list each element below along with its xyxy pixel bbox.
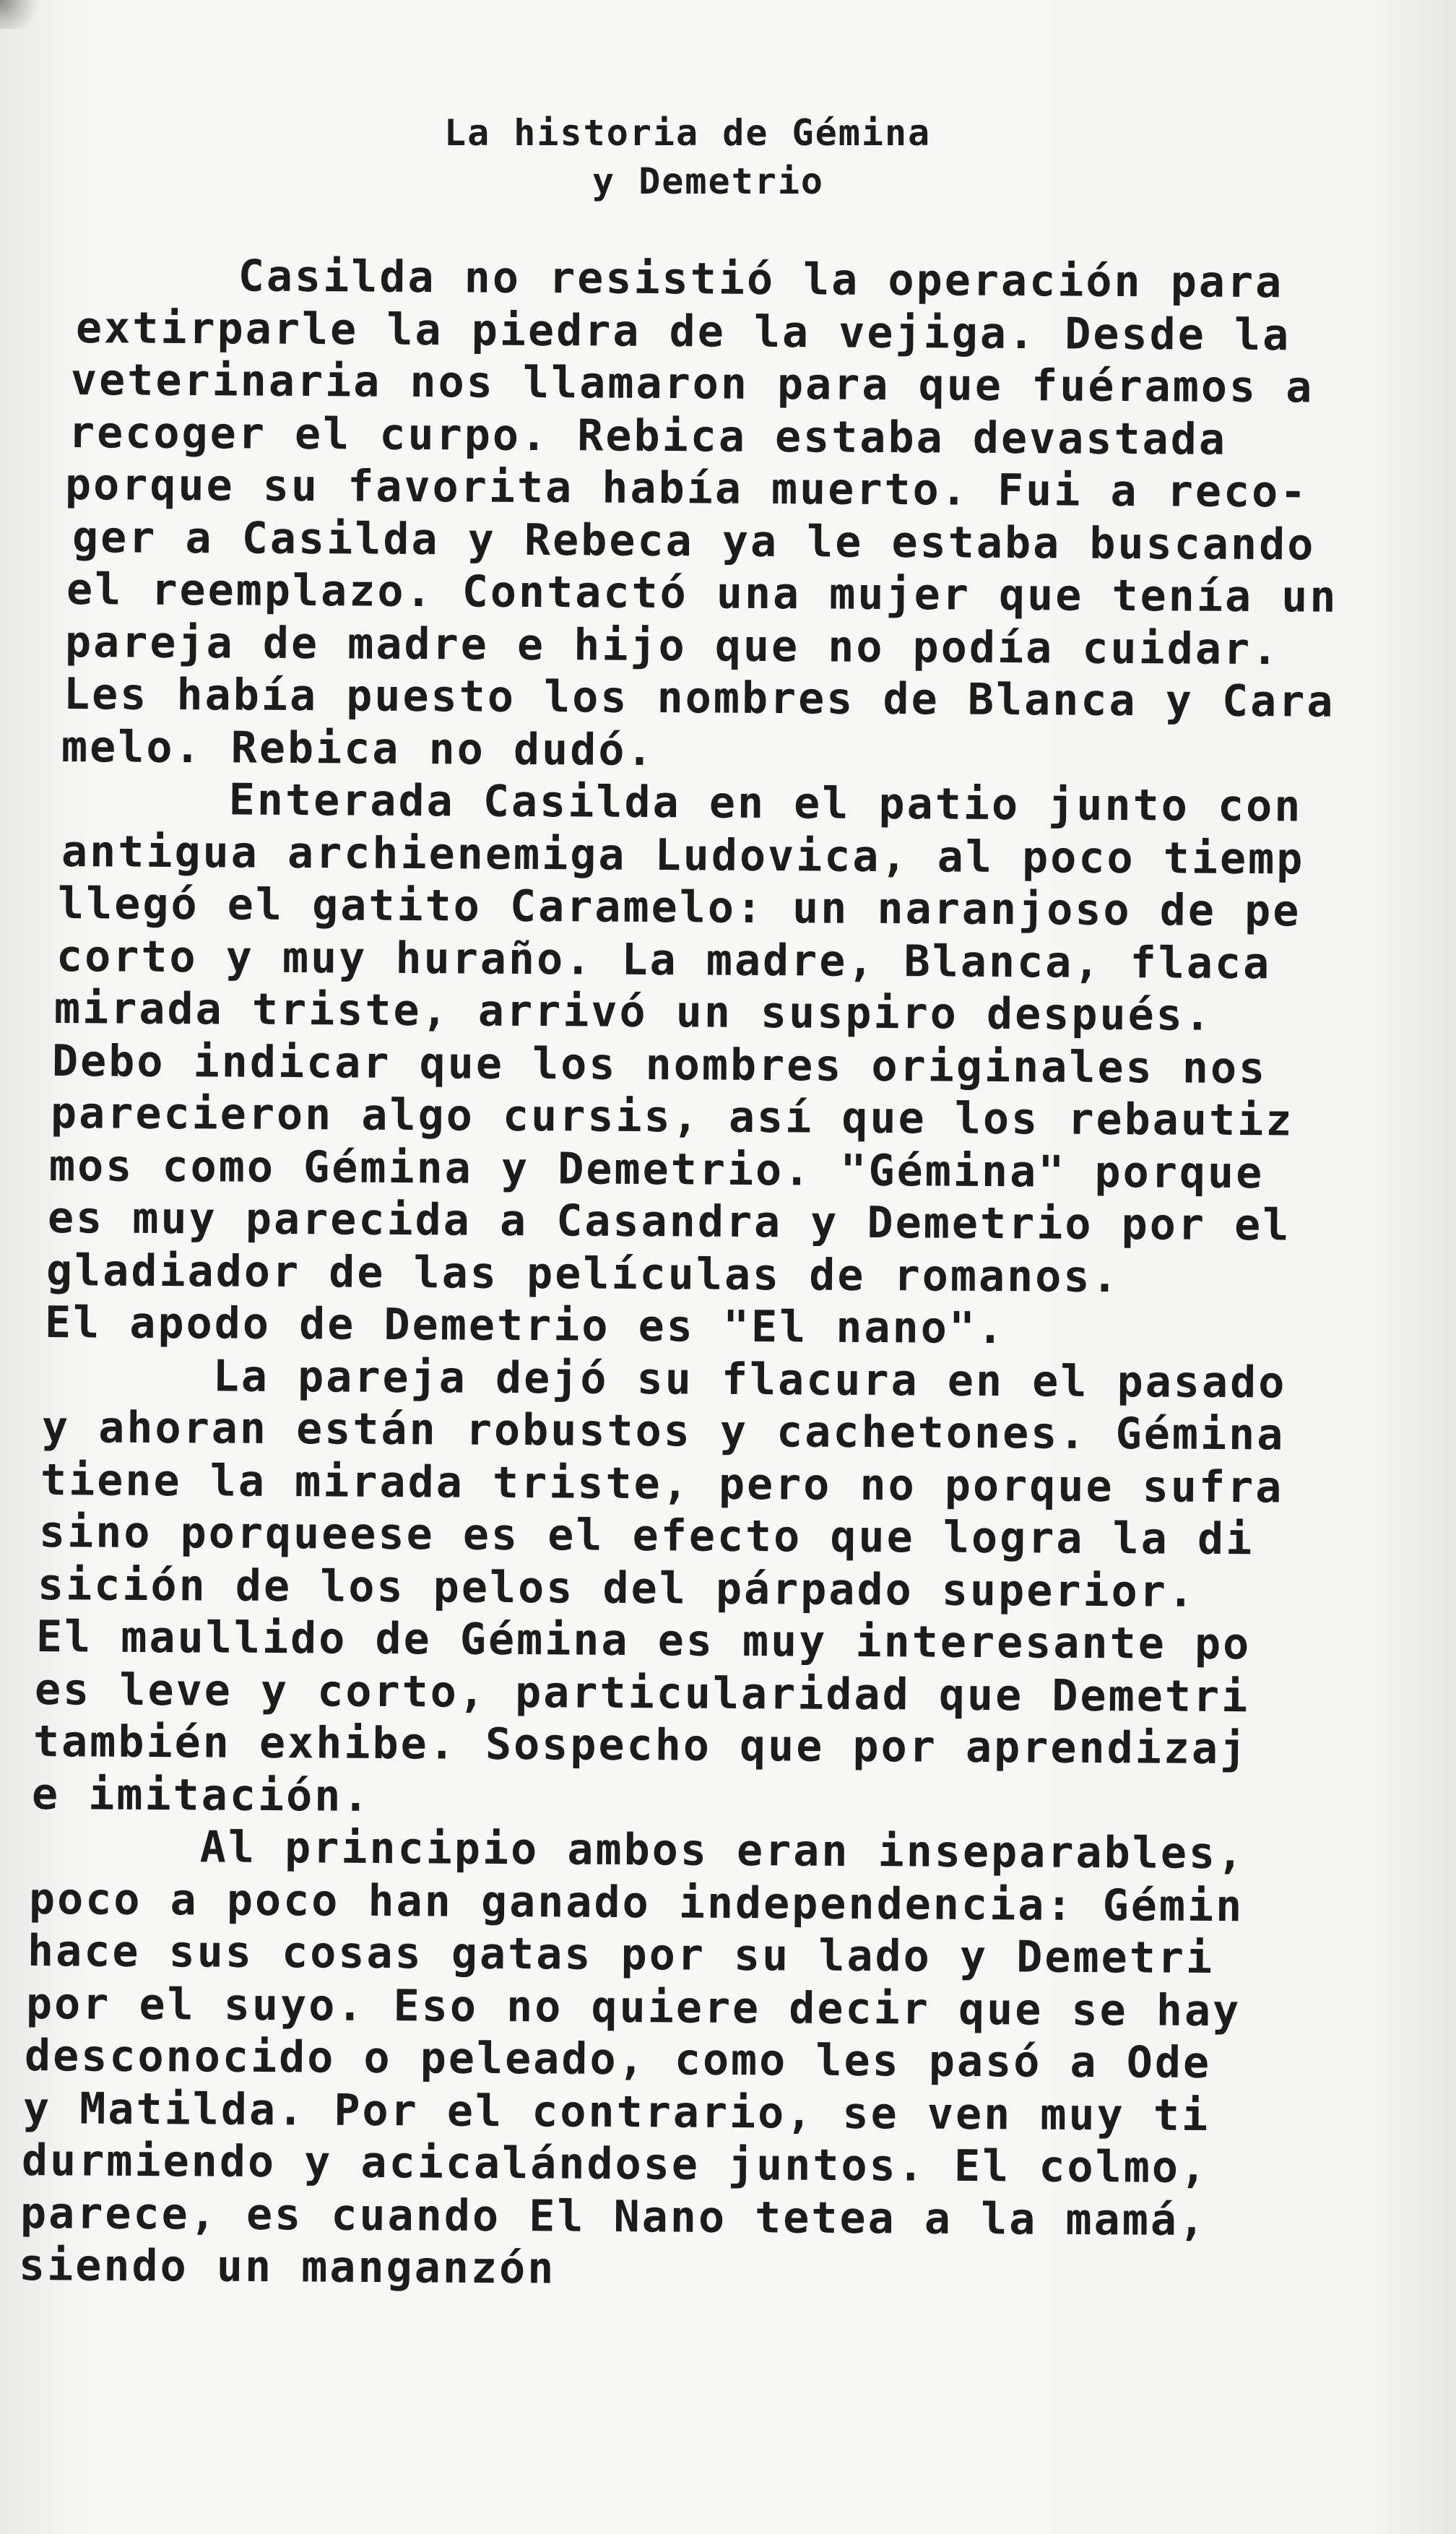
body-line: mos como Gémina y Demetrio. "Gémina" porque (48, 1140, 1265, 1198)
body-line: y Matilda. Por el contrario, se ven muy ti (22, 2083, 1210, 2141)
body-line: el reemplazo. Contactó una mujer que tenía un (66, 564, 1338, 623)
body-line: también exhibe. Sospecho que por aprendizaj (32, 1716, 1249, 1775)
body-line: Al principio ambos eran inseparables, (30, 1821, 1246, 1880)
body-line: antigua archienemiga Ludovica, al poco tiemp (61, 826, 1305, 885)
body-line: El maullido de Gémina es muy interesante po (35, 1612, 1252, 1670)
body-line: e imitación. (31, 1768, 371, 1822)
page-corner-shadow (0, 0, 43, 29)
body-line: Debo indicar que los nombres originales nos (51, 1035, 1268, 1094)
body-line: ger a Casilda y Rebeca ya le estaba buscando (72, 511, 1316, 571)
body-line: parece, es cuando El Nano tetea a la mamá, (20, 2187, 1208, 2246)
body-line: y ahoran están robustos y cachetones. Gémina (41, 1402, 1286, 1461)
body-line: durmiendo y acicalándose juntos. El colmo, (21, 2135, 1209, 2194)
body-line: sino porqueese es el efecto que logra la di (38, 1507, 1254, 1565)
body-line: melo. Rebica no dudó. (61, 721, 655, 776)
body-line: por el suyo. Eso no quiere decir que se hay (25, 1978, 1242, 2036)
body-line: es leve y corto, particularidad que Demetri (34, 1664, 1250, 1722)
body-line: sición de los pelos del párpado superior. (37, 1559, 1197, 1617)
body-line: El apodo de Demetrio es "El nano". (44, 1297, 1006, 1354)
body-line: siendo un manganzón (18, 2240, 556, 2294)
body-line: hace sus cosas gatas por su lado y Demetri (27, 1926, 1215, 1984)
body-line: porque su favorita había muerto. Fui a reco- (64, 459, 1309, 518)
body-line: corto y muy huraño. La madre, Blanca, flaca (56, 930, 1272, 989)
body-line: veterinaria nos llamaron para que fuéramos a (70, 355, 1314, 413)
body-line: desconocido o peleado, como les pasó a Ode (24, 2031, 1212, 2089)
body-line: es muy parecida a Casandra y Demetrio por el (47, 1193, 1291, 1251)
body-line: mirada triste, arrivó un suspiro después. (53, 983, 1213, 1041)
body-line: pareja de madre e hijo que no podía cuidar. (64, 616, 1280, 675)
body-line: recoger el curpo. Rebica estaba devastada (68, 407, 1228, 465)
body-line: Casilda no resistió la operación para (68, 250, 1284, 308)
title-line-2: y Demetrio (592, 160, 825, 202)
body-line: llegó el gatito Caramelo: un naranjoso de pe (57, 878, 1301, 937)
body-line: Les había puesto los nombres de Blanca y Cara (63, 669, 1335, 727)
body-line: La pareja dejó su flacura en el pasado (43, 1349, 1287, 1409)
body-line: tiene la mirada triste, pero no porque sufra (40, 1454, 1284, 1513)
body-line: Enterada Casilda en el patio junto con (58, 774, 1303, 832)
body-line: poco a poco han ganado independencia: Gémin (28, 1873, 1244, 1932)
title-line-1: La historia de Gémina (444, 112, 932, 154)
body-line: parecieron algo cursis, así que los rebautiz (50, 1088, 1294, 1146)
body-line: extirparle la piedra de la vejiga. Desde la (75, 302, 1291, 360)
body-line: gladiador de las películas de romanos. (46, 1245, 1120, 1302)
